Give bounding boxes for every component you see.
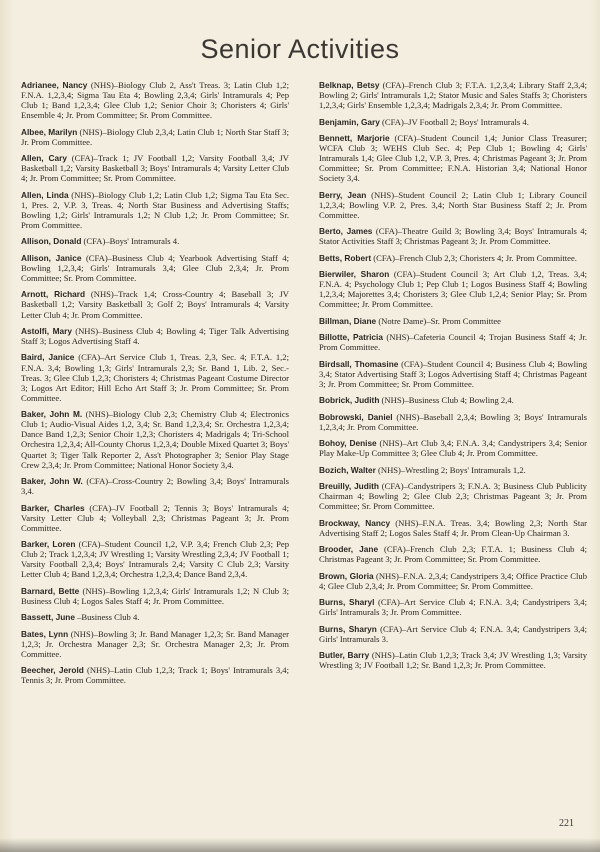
activity-entry	[21, 612, 289, 622]
student-activities: (CFA)–Art Service Club 4; F.N.A. 3,4; Candystripers 3,4; Girls' Intramurals 3.	[319, 623, 587, 644]
activity-entry	[319, 316, 587, 326]
student-activities: (CFA)–French Club 3; F.T.A. 1,2,3,4; Library Staff 2,3,4; Bowling 2; Girls' Intramurals 1,2; Stator Music and Sales Staffs 3; Choristers 1,2,3,4; Girls' Ensemble 1,2,3,4; Madrigals 2,3,4; Jr. Prom Committee.	[319, 80, 587, 111]
activity-entry	[21, 289, 289, 319]
student-name: Bates, Lynn	[21, 628, 69, 639]
page-title: Senior Activities	[200, 34, 400, 64]
activity-entry	[21, 352, 289, 402]
activity-entry	[319, 332, 587, 352]
activity-entry	[21, 236, 289, 246]
activity-entry	[319, 395, 587, 405]
student-activities: (CFA)–Theatre Guild 3; Bowling 3,4; Boys' Intramurals 4; Stator Activities Staff 3; Christmas Pageant 3; Jr. Prom Committee.	[319, 226, 587, 247]
activity-entry	[319, 571, 587, 591]
student-name: Adrianee, Nancy	[21, 80, 88, 90]
activity-entry	[21, 629, 289, 659]
activity-entry	[21, 153, 289, 183]
activity-entry	[319, 465, 587, 475]
activity-entry	[21, 253, 289, 283]
student-activities: (NHS)–F.N.A. Treas. 3,4; Bowling 2,3; North Star Advertising Staff 2; Logos Sales Staff 4; Jr. Prom Clean-Up Chairman 3.	[319, 517, 587, 538]
activity-entry	[319, 650, 587, 670]
student-activities: (NHS)–Latin Club 1,2,3; Track 1; Boys' Intramurals 3,4; Tennis 3; Jr. Prom Committee.	[21, 665, 289, 686]
activity-entry	[21, 80, 289, 120]
student-name: Belknap, Betsy	[319, 80, 380, 90]
student-name: Barker, Charles	[21, 502, 85, 513]
student-name: Bassett, June	[21, 612, 75, 623]
student-name: Bohoy, Denise	[319, 438, 377, 449]
activity-entry	[21, 190, 289, 230]
student-name: Arnott, Richard	[21, 289, 86, 300]
student-activities: (CFA)–French Club 2,3; Choristers 4; Jr. Prom Committee.	[371, 252, 577, 263]
student-name: Billman, Diane	[319, 315, 377, 326]
student-name: Beecher, Jerold	[21, 665, 84, 676]
activity-entry	[21, 127, 289, 147]
student-name: Betts, Robert	[319, 252, 372, 263]
activity-entry	[319, 359, 587, 389]
activity-entry	[319, 133, 587, 183]
student-activities: (CFA)–JV Football 2; Boys' Intramurals 4.	[379, 116, 529, 127]
student-name: Burns, Sharyn	[319, 623, 377, 634]
student-activities: (CFA)–Candystripers 3; F.N.A. 3; Business Club Publicity Chairman 4; Bowling 2; Glee Club 2,3; Christmas Pageant 3; Jr. Prom Committee; Sr. Prom Committee.	[319, 481, 587, 512]
student-name: Baker, John M.	[21, 409, 83, 420]
activity-entry	[319, 624, 587, 644]
student-name: Allison, Donald	[21, 236, 82, 247]
student-name: Bierwiler, Sharon	[319, 269, 390, 280]
student-name: Bennett, Marjorie	[319, 132, 390, 143]
student-activities: (CFA)–Student Council 4; Business Club 4; Bowling 3,4; Stator Advertising Staff 3; Logos Advertising Staff 4; Christmas Pageant 3; Jr. Prom Committee; Sr. Prom Committee.	[319, 358, 588, 389]
activity-entry	[319, 80, 587, 110]
student-activities: (CFA)–Cross-Country 2; Bowling 3,4; Boys' Intramurals 3,4.	[21, 476, 289, 497]
student-name: Burns, Sharyl	[319, 597, 375, 608]
student-name: Baird, Janice	[21, 352, 75, 363]
student-name: Billotte, Patricia	[319, 332, 383, 343]
left-column	[21, 80, 289, 692]
student-name: Bozich, Walter	[319, 464, 376, 475]
activity-entry	[319, 190, 587, 220]
student-name: Brown, Gloria	[319, 570, 374, 581]
student-name: Baker, John W.	[21, 476, 83, 487]
activity-entry	[319, 117, 587, 127]
student-name: Berry, Jean	[319, 189, 367, 200]
student-activities: (CFA)–Student Council 1,4; Junior Class Treasurer; WCFA Club 3; WEHS Club Sec. 4; Pep Club 1; Bowling 4; Girls' Intramurals 1,4; Glee Club 1,2, V.P. 3, Pres. 4; Christmas Pageant 3; Jr. Prom Committee; Sr. Prom Committee; F.N.A. Historian 3,4; National Honor Society 3,4.	[319, 132, 587, 184]
student-activities: –Business Club 4.	[74, 612, 140, 623]
student-name: Breuilly, Judith	[319, 481, 379, 492]
student-name: Brooder, Jane	[319, 544, 379, 555]
page-number: 221	[559, 818, 574, 829]
student-name: Barker, Loren	[21, 539, 76, 550]
student-activities: (NHS)–Business Club 4; Bowling 4; Tiger Talk Advertising Staff 3; Logos Advertising Staff 4.	[21, 325, 289, 347]
activity-entry	[319, 412, 587, 432]
student-name: Benjamin, Gary	[319, 116, 380, 127]
activity-entry	[21, 409, 289, 470]
student-activities: (CFA)–French Club 2,3; F.T.A. 1; Business Club 4; Christmas Pageant 3; Jr. Prom Committee; Sr. Prom Committee.	[319, 544, 587, 565]
student-activities: (NHS)–Biology Club 2,3; Chemistry Club 4; Electronics Club 1; Audio-Visual Aides 1,2, 3,4; Sr. Band 1,2,3,4; Sr. Orchestra 1,2,3,4; Dance Band 1,2,3; Senior Choir 1,2,3; Choristers 4; Madrigals 4; Tri-School Orchestra 1,2,3,4; All-County Chorus 1,2,3,4; Double Mixed Quartet 3; Boys' Quartet 3; Tiger Talk Reporter 2, Ass't Photographer 3; Senior Play Stage Crew 2,3,4; Jr. Prom Committee; National Honor Society 3,4.	[21, 409, 289, 470]
student-name: Allison, Janice	[21, 252, 82, 263]
student-name: Birdsall, Thomasine	[319, 358, 399, 369]
activity-entry	[319, 597, 587, 617]
student-name: Allen, Linda	[21, 189, 69, 200]
student-name: Bobrowski, Daniel	[319, 411, 393, 422]
student-name: Astolfi, Mary	[21, 325, 72, 336]
student-activities: (NHS)–Student Council 2; Latin Club 1; Library Council 1,2,3,4; Bowling V.P. 2, Pres. 3,4; North Star Business Staff 2; Jr. Prom Committee.	[319, 189, 587, 220]
student-activities: (NHS)–Biology Club 1,2; Latin Club 1,2; Sigma Tau Eta Sec. 1, Pres. 2, V.P. 3, Treas. 4; North Star Business and Advertising Staffs; Bowling 1,2; Girls' Intramurals 1,2; N Club 1,2; Jr. Prom Committee; Sr. Prom Committee.	[21, 189, 289, 231]
student-activities: (CFA)–Track 1; JV Football 1,2; Varsity Football 3,4; JV Basketball 1,2; Varsity Basketball 3; Boys' Intramurals 4; Varsity Letter Club 4; Jr. Prom Committee; Sr. Prom Committee.	[21, 153, 289, 184]
activity-entry	[319, 438, 587, 458]
student-activities: (NHS)–F.N.A. 2,3,4; Candystripers 3,4; Office Practice Club 4; Glee Club 2,3,4; Jr. Prom Committee; Sr. Prom Committee.	[319, 570, 587, 591]
student-name: Brockway, Nancy	[319, 517, 391, 528]
activity-entry	[319, 518, 587, 538]
student-activities: (NHS)–Biology Club 2, Ass't Treas. 3; Latin Club 1,2; F.N.A. 1,2,3,4; Sigma Tau Eta 4; Bowling 2,3,4; Girls' Intramurals 4; Pep Club 1; Band 1,2,3,4; Glee Club 1,2; Senior Choir 3; Choristers 4; Girls' Ensemble 4; Jr. Prom Committee; Sr. Prom Committee.	[21, 80, 289, 121]
student-activities: (NHS)–Biology Club 2,3,4; Latin Club 1; North Star Staff 3; Jr. Prom Committee.	[21, 126, 289, 147]
student-activities: (CFA)–Art Service Club 4; F.N.A. 3,4; Candystripers 3,4; Girls' Intramurals 3; Jr. Prom Committee.	[319, 597, 587, 618]
activity-entry	[319, 253, 587, 263]
student-name: Albee, Marilyn	[21, 126, 78, 137]
student-activities: (NHS)–Business Club 4; Bowling 2,4.	[379, 395, 514, 406]
activity-entry	[319, 481, 587, 511]
activity-entry	[319, 544, 587, 564]
student-activities: (NHS)–Baseball 2,3,4; Bowling 3; Boys' Intramurals 1,2,3,4; Jr. Prom Committee.	[319, 411, 587, 432]
student-activities: (NHS)–Latin Club 1,2,3; Track 3,4; JV Wrestling 1,3; Varsity Wrestling 3; JV Football 1,2; Sr. Band 1,2,3; Jr. Prom Committee.	[319, 650, 587, 671]
student-name: Butler, Barry	[319, 650, 370, 661]
page-edge-shadow	[0, 838, 600, 852]
student-activities: (CFA)–Student Council 3; Art Club 1,2, Treas. 3,4; F.N.A. 4; Psychology Club 1; Pep Club 1; Logos Business Staff 4; Bowling 1,2,3,4; Majorettes 3,4; Choristers 3; Glee Club 1,2,4; Senior Play; Sr. Prom Committee; Jr. Prom Committee.	[319, 269, 588, 310]
activity-entry	[21, 586, 289, 606]
student-activities: (CFA)–Business Club 4; Yearbook Advertising Staff 4; Bowling 1,2,3,4; Girls' Intramurals 3,4; Glee Club 2,3,4; Jr. Prom Committee; Sr. Prom Committee.	[21, 252, 289, 283]
student-name: Berto, James	[319, 226, 373, 237]
student-name: Bobrick, Judith	[319, 395, 380, 406]
student-activities: (NHS)–Cafeteria Council 4; Trojan Business Staff 4; Jr. Prom Committee.	[319, 332, 587, 353]
activity-entry	[21, 539, 289, 579]
student-activities: (NHS)–Art Club 3,4; F.N.A. 3,4; Candystripers 3,4; Senior Play Make-Up Committee 3; Glee Club 4; Jr. Prom Committee.	[319, 438, 587, 459]
student-activities: (Notre Dame)–Sr. Prom Committee	[376, 315, 501, 326]
student-activities: (CFA)–Student Council 1,2, V.P. 3,4; French Club 2,3; Pep Club 2; Track 1,2,3,4; JV Wrestling 1; Varsity Wrestling 2,3,4; JV Football 1; Varsity Football 2,3,4; Boys' Intramurals 2,4; Varsity C Club 2,3; Varsity Letter Club 4; Band 1,2,3,4; Orchestra 1,2,3,4; Dance Band 2,3,4.	[21, 539, 289, 580]
student-name: Allen, Cary	[21, 153, 67, 164]
student-activities: (CFA)–Boys' Intramurals 4.	[81, 236, 180, 247]
student-name: Barnard, Bette	[21, 585, 80, 596]
activity-entry	[319, 226, 587, 246]
right-column	[319, 80, 587, 677]
student-activities: (NHS)–Wrestling 2; Boys' Intramurals 1,2.	[375, 464, 526, 475]
activity-entry	[21, 476, 289, 496]
student-activities: (NHS)–Bowling 1,2,3,4; Girls' Intramurals 1,2; N Club 3; Business Club 4; Logos Sales Staff 4; Jr. Prom Committee.	[21, 585, 290, 606]
activity-entry	[21, 503, 289, 533]
activity-entry	[319, 269, 587, 309]
student-activities: (NHS)–Track 1,4; Cross-Country 4; Baseball 3; JV Basketball 1,2; Varsity Basketball 3; Golf 2; Boys' Intramurals 4; Varsity Letter Club 4; Jr. Prom Committee.	[21, 289, 289, 320]
student-activities: (NHS)–Bowling 3; Jr. Band Manager 1,2,3; Sr. Band Manager 1,2,3; Jr. Orchestra Manager 2,3; Sr. Orchestra Manager 2,3; Jr. Prom Committee.	[21, 628, 290, 659]
activity-entry	[21, 665, 289, 685]
student-activities: (CFA)–JV Football 2; Tennis 3; Boys' Intramurals 4; Varsity Letter Club 4; Volleyball 2,3; Christmas Pageant 3; Jr. Prom Committee.	[21, 502, 289, 533]
student-activities: (CFA)–Art Service Club 1, Treas. 2,3, Sec. 4; F.T.A. 1,2; F.N.A. 3,4; Bowling 1,3; Girls' Intramurals 2,3; Sr. Band 1, Lib. 2, Sec.-Treas. 3; Glee Club 1,2,3; Choristers 4; Christmas Pageant Costume Director 3; Logos Art Editor; Hill Echo Art Staff 3; Jr. Prom Committee; Sr. Prom Committee.	[21, 352, 289, 403]
activity-entry	[21, 326, 289, 346]
